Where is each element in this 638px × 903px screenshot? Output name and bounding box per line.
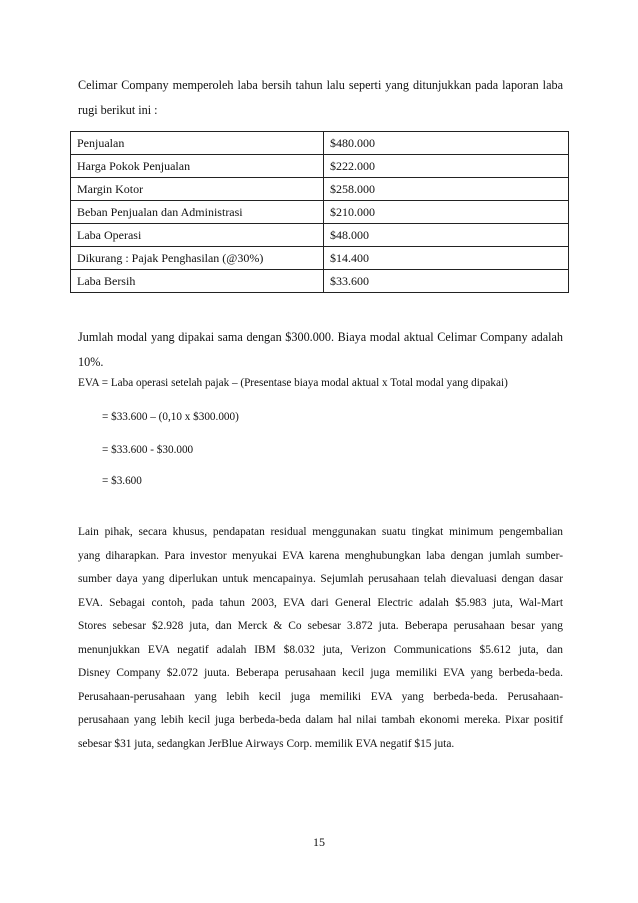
- row-label: Margin Kotor: [71, 178, 324, 201]
- paragraph-line: menunjukkan EVA negatif adalah IBM $8.032 juta, Verizon Communications $5.612 juta, dan: [78, 643, 563, 656]
- eva-step: = $33.600 - $30.000: [102, 444, 194, 456]
- table-row: [71, 132, 569, 155]
- row-value: $48.000: [324, 224, 569, 247]
- paragraph-line: sebesar $31 juta, sedangkan JerBlue Airways Corp. memilik EVA negatif $15 juta.: [78, 737, 455, 750]
- table-row: [71, 247, 569, 270]
- row-value: $258.000: [324, 178, 569, 201]
- row-value: $222.000: [324, 155, 569, 178]
- row-label: Dikurang : Pajak Penghasilan (@30%): [71, 247, 324, 270]
- intro-paragraph: Celimar Company memperoleh laba bersih tahun lalu seperti yang ditunjukkan pada laporan laba rugi berikut ini :: [78, 78, 563, 117]
- row-value: $210.000: [324, 201, 569, 224]
- paragraph-line: Perusahaan-perusahaan yang lebih kecil juga memiliki EVA yang berbeda-beda. Perusahaan-: [78, 690, 563, 703]
- residual-income-paragraph: [78, 521, 563, 756]
- table-row: [71, 155, 569, 178]
- row-value: $14.400: [324, 247, 569, 270]
- eva-step: = $33.600 – (0,10 x $300.000): [102, 411, 239, 423]
- eva-formula: EVA = Laba operasi setelah pajak – (Presentase biaya modal aktual x Total modal yang dipakai): [78, 377, 508, 389]
- table-row: [71, 201, 569, 224]
- income-statement-table: [70, 131, 569, 293]
- paragraph-line: EVA. Sebagai contoh, pada tahun 2003, EVA dari General Electric adalah $5.983 juta, Wal-Mart: [78, 596, 563, 609]
- paragraph-line: sumber daya yang diperlukan untuk mencapainya. Sejumlah perusahaan telah dievaluasi dengan dasar: [78, 573, 563, 585]
- table-row: [71, 224, 569, 247]
- row-value: $480.000: [324, 132, 569, 155]
- paragraph-line: Disney Company $2.072 juuta. Beberapa perusahaan kecil juga memiliki EVA yang berbeda-beda.: [78, 667, 563, 679]
- paragraph-line: perusahaan yang lebih kecil juga berbeda-beda dalam hal nilai tambah ekonomi mereka. Pixar positif: [78, 714, 563, 726]
- paragraph-line: Stores sebesar $2.928 juta, dan Merck & Co sebesar 3.872 juta. Beberapa perusahaan besar yang: [78, 620, 563, 632]
- row-label: Laba Bersih: [71, 270, 324, 293]
- eva-step: = $3.600: [102, 475, 142, 487]
- paragraph-line: yang diharapkan. Para investor menyukai EVA karena menghubungkan laba dengan jumlah sumber-: [78, 549, 563, 562]
- row-label: Harga Pokok Penjualan: [71, 155, 324, 178]
- page-number: 15: [313, 835, 325, 849]
- row-value: $33.600: [324, 270, 569, 293]
- table-row: [71, 270, 569, 293]
- paragraph-line: Lain pihak, secara khusus, pendapatan residual menggunakan suatu tingkat minimum pengembalian: [78, 526, 563, 538]
- row-label: Beban Penjualan dan Administrasi: [71, 201, 324, 224]
- capital-paragraph: Jumlah modal yang dipakai sama dengan $300.000. Biaya modal aktual Celimar Company adalah 10%.: [78, 330, 563, 369]
- row-label: Laba Operasi: [71, 224, 324, 247]
- table-row: [71, 178, 569, 201]
- row-label: Penjualan: [71, 132, 324, 155]
